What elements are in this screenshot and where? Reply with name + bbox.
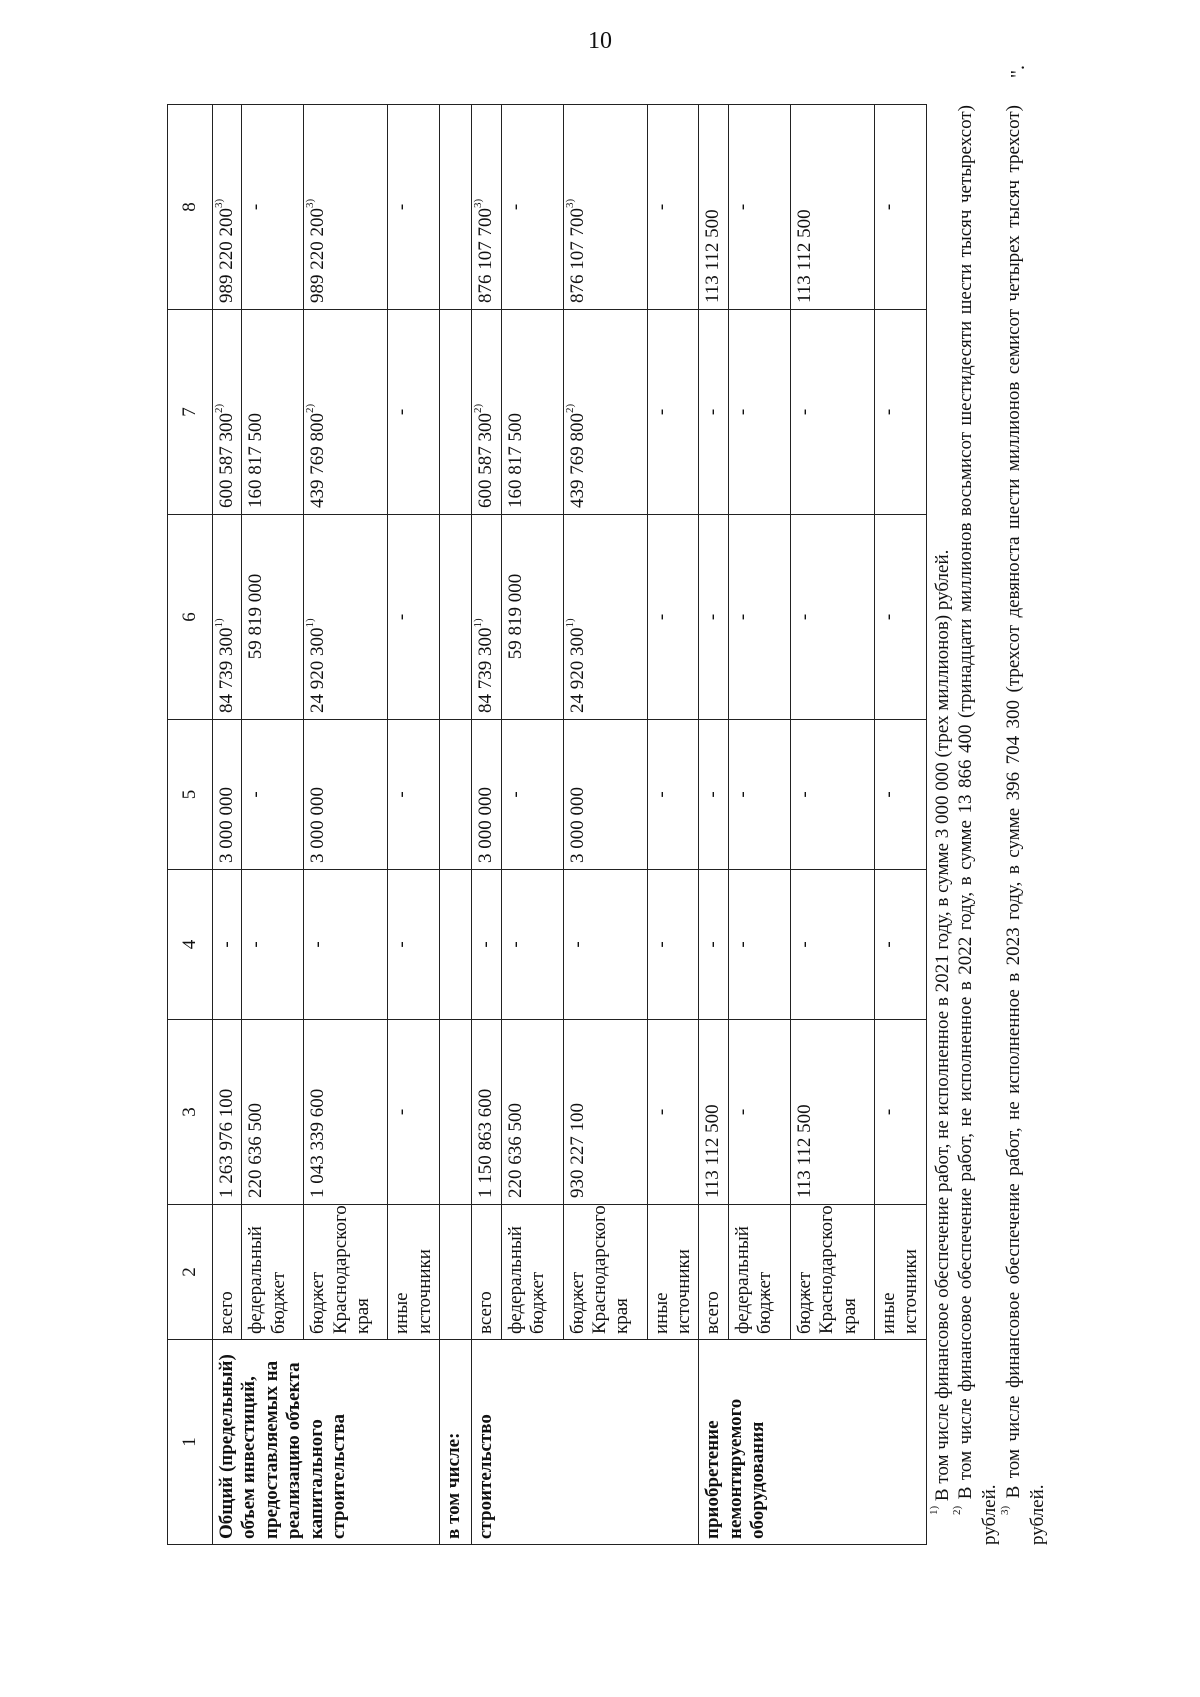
value-cell bbox=[440, 720, 472, 870]
header-cell: 8 bbox=[168, 105, 213, 310]
table-row bbox=[563, 105, 647, 1545]
value-cell: - bbox=[647, 105, 699, 310]
value-cell: - bbox=[388, 105, 440, 310]
value-cell: 3 000 000 bbox=[304, 720, 388, 870]
header-cell: 2 bbox=[168, 1205, 213, 1340]
value-cell: 1 150 863 600 bbox=[472, 1020, 501, 1205]
source-cell: всего bbox=[472, 1205, 501, 1340]
source-cell: всего bbox=[699, 1205, 728, 1340]
value-cell bbox=[440, 1020, 472, 1205]
table-row bbox=[472, 105, 501, 1545]
value-cell: 160 817 500 bbox=[242, 310, 304, 515]
value-cell: 113 112 500 bbox=[790, 1020, 874, 1205]
value-cell: 24 920 300$^{1)}$ bbox=[563, 515, 647, 720]
value-cell bbox=[440, 515, 472, 720]
value-cell: 24 920 300$^{1)}$ bbox=[304, 515, 388, 720]
row-label: в том числе: bbox=[440, 1340, 472, 1545]
table-row bbox=[647, 105, 699, 1545]
value-cell: - bbox=[874, 515, 926, 720]
value-cell: - bbox=[790, 870, 874, 1020]
value-cell: - bbox=[501, 720, 563, 870]
value-cell: 113 112 500 bbox=[790, 105, 874, 310]
value-cell: - bbox=[388, 515, 440, 720]
header-cell: 3 bbox=[168, 1020, 213, 1205]
value-cell: 439 769 800$^{2)}$ bbox=[563, 310, 647, 515]
footnote: $^{3)}$ В том числе финансовое обеспечение работ, не исполненное в 2023 году, в сумме 396 704 300 (трехсот девяноста шести миллионов семисот четырех тысяч трехсот) рублей. bbox=[998, 105, 1048, 1545]
row-label: приобретение немонтируемого оборудования bbox=[699, 1340, 926, 1545]
value-cell bbox=[440, 870, 472, 1020]
value-cell: 989 220 200$^{3)}$ bbox=[304, 105, 388, 310]
header-cell: 6 bbox=[168, 515, 213, 720]
value-cell: 220 636 500 bbox=[242, 1020, 304, 1205]
value-cell: 989 220 200$^{3)}$ bbox=[213, 105, 242, 310]
value-cell: - bbox=[874, 1020, 926, 1205]
value-cell: - bbox=[699, 870, 728, 1020]
value-cell: - bbox=[213, 870, 242, 1020]
source-cell: федеральный бюджет bbox=[501, 1205, 563, 1340]
value-cell: - bbox=[563, 870, 647, 1020]
table-row bbox=[304, 105, 388, 1545]
source-cell: бюджет Краснодарского края bbox=[563, 1205, 647, 1340]
value-cell: - bbox=[874, 720, 926, 870]
value-cell: - bbox=[647, 1020, 699, 1205]
value-cell: - bbox=[388, 720, 440, 870]
value-cell: - bbox=[242, 870, 304, 1020]
table-row bbox=[790, 105, 874, 1545]
value-cell: 113 112 500 bbox=[699, 105, 728, 310]
value-cell: - bbox=[647, 310, 699, 515]
value-cell: - bbox=[388, 870, 440, 1020]
value-cell: - bbox=[699, 310, 728, 515]
table-row bbox=[242, 105, 304, 1545]
value-cell: 1 263 976 100 bbox=[213, 1020, 242, 1205]
value-cell: 600 587 300$^{2)}$ bbox=[213, 310, 242, 515]
value-cell: - bbox=[647, 720, 699, 870]
value-cell: - bbox=[790, 515, 874, 720]
value-cell: - bbox=[728, 1020, 790, 1205]
footnotes bbox=[927, 105, 1050, 1545]
table-row bbox=[440, 105, 472, 1545]
value-cell: 439 769 800$^{2)}$ bbox=[304, 310, 388, 515]
value-cell: 1 043 339 600 bbox=[304, 1020, 388, 1205]
value-cell: - bbox=[728, 310, 790, 515]
value-cell: 84 739 300$^{1)}$ bbox=[213, 515, 242, 720]
value-cell: 3 000 000 bbox=[563, 720, 647, 870]
table-row bbox=[699, 105, 728, 1545]
value-cell: - bbox=[647, 515, 699, 720]
value-cell: 113 112 500 bbox=[699, 1020, 728, 1205]
value-cell: 160 817 500 bbox=[501, 310, 563, 515]
value-cell: - bbox=[728, 720, 790, 870]
header-cell: 7 bbox=[168, 310, 213, 515]
source-cell: иные источники bbox=[388, 1205, 440, 1340]
value-cell bbox=[440, 310, 472, 515]
value-cell: - bbox=[501, 105, 563, 310]
value-cell: - bbox=[304, 870, 388, 1020]
value-cell: - bbox=[242, 105, 304, 310]
value-cell: - bbox=[501, 870, 563, 1020]
header-cell: 5 bbox=[168, 720, 213, 870]
value-cell: 220 636 500 bbox=[501, 1020, 563, 1205]
value-cell: - bbox=[728, 515, 790, 720]
end-mark: ". bbox=[1007, 65, 1030, 79]
header-cell: 1 bbox=[168, 1340, 213, 1545]
source-cell: бюджет Краснодарского края bbox=[790, 1205, 874, 1340]
value-cell: - bbox=[790, 720, 874, 870]
value-cell: - bbox=[874, 310, 926, 515]
value-cell: - bbox=[728, 105, 790, 310]
value-cell: - bbox=[874, 870, 926, 1020]
value-cell: - bbox=[874, 105, 926, 310]
source-cell: всего bbox=[213, 1205, 242, 1340]
value-cell: 930 227 100 bbox=[563, 1020, 647, 1205]
value-cell: 3 000 000 bbox=[472, 720, 501, 870]
investment-table bbox=[167, 104, 927, 1545]
table-row bbox=[501, 105, 563, 1545]
value-cell: - bbox=[699, 720, 728, 870]
value-cell: 600 587 300$^{2)}$ bbox=[472, 310, 501, 515]
value-cell: 84 739 300$^{1)}$ bbox=[472, 515, 501, 720]
value-cell bbox=[440, 105, 472, 310]
table-row bbox=[728, 105, 790, 1545]
source-cell bbox=[440, 1205, 472, 1340]
value-cell: 3 000 000 bbox=[213, 720, 242, 870]
footnote: $^{1)}$ В том числе финансовое обеспечение работ, не исполненное в 2021 году, в сумме 3 000 000 (трех миллионов) рублей. bbox=[927, 549, 953, 1515]
value-cell: - bbox=[472, 870, 501, 1020]
source-cell: бюджет Краснодарского края bbox=[304, 1205, 388, 1340]
table-row bbox=[874, 105, 926, 1545]
header-row bbox=[168, 105, 213, 1545]
value-cell: 876 107 700$^{3)}$ bbox=[472, 105, 501, 310]
footnote: $^{2)}$ В том числе финансовое обеспечение работ, не исполненное в 2022 году, в сумме 13 866 400 (тринадцати миллионов восьмисот шестидесяти шести тысяч четырехсот) рублей. bbox=[951, 105, 1001, 1545]
value-cell: 59 819 000 bbox=[501, 515, 563, 720]
value-cell: - bbox=[388, 1020, 440, 1205]
source-cell: иные источники bbox=[874, 1205, 926, 1340]
value-cell: 876 107 700$^{3)}$ bbox=[563, 105, 647, 310]
value-cell: - bbox=[242, 720, 304, 870]
page-number: 10 bbox=[588, 28, 612, 54]
value-cell: - bbox=[699, 515, 728, 720]
source-cell: федеральный бюджет bbox=[242, 1205, 304, 1340]
value-cell: - bbox=[728, 870, 790, 1020]
header-cell: 4 bbox=[168, 870, 213, 1020]
table-row bbox=[388, 105, 440, 1545]
source-cell: иные источники bbox=[647, 1205, 699, 1340]
value-cell: - bbox=[647, 870, 699, 1020]
source-cell: федеральный бюджет bbox=[728, 1205, 790, 1340]
rotated-content bbox=[167, 65, 1048, 1545]
value-cell: 59 819 000 bbox=[242, 515, 304, 720]
value-cell: - bbox=[790, 310, 874, 515]
row-label: строительство bbox=[472, 1340, 699, 1545]
table-row bbox=[213, 105, 242, 1545]
row-label: Общий (предельный) объем инвестиций, предоставляемых на реализацию объекта капитального строительства bbox=[213, 1340, 440, 1545]
value-cell: - bbox=[388, 310, 440, 515]
